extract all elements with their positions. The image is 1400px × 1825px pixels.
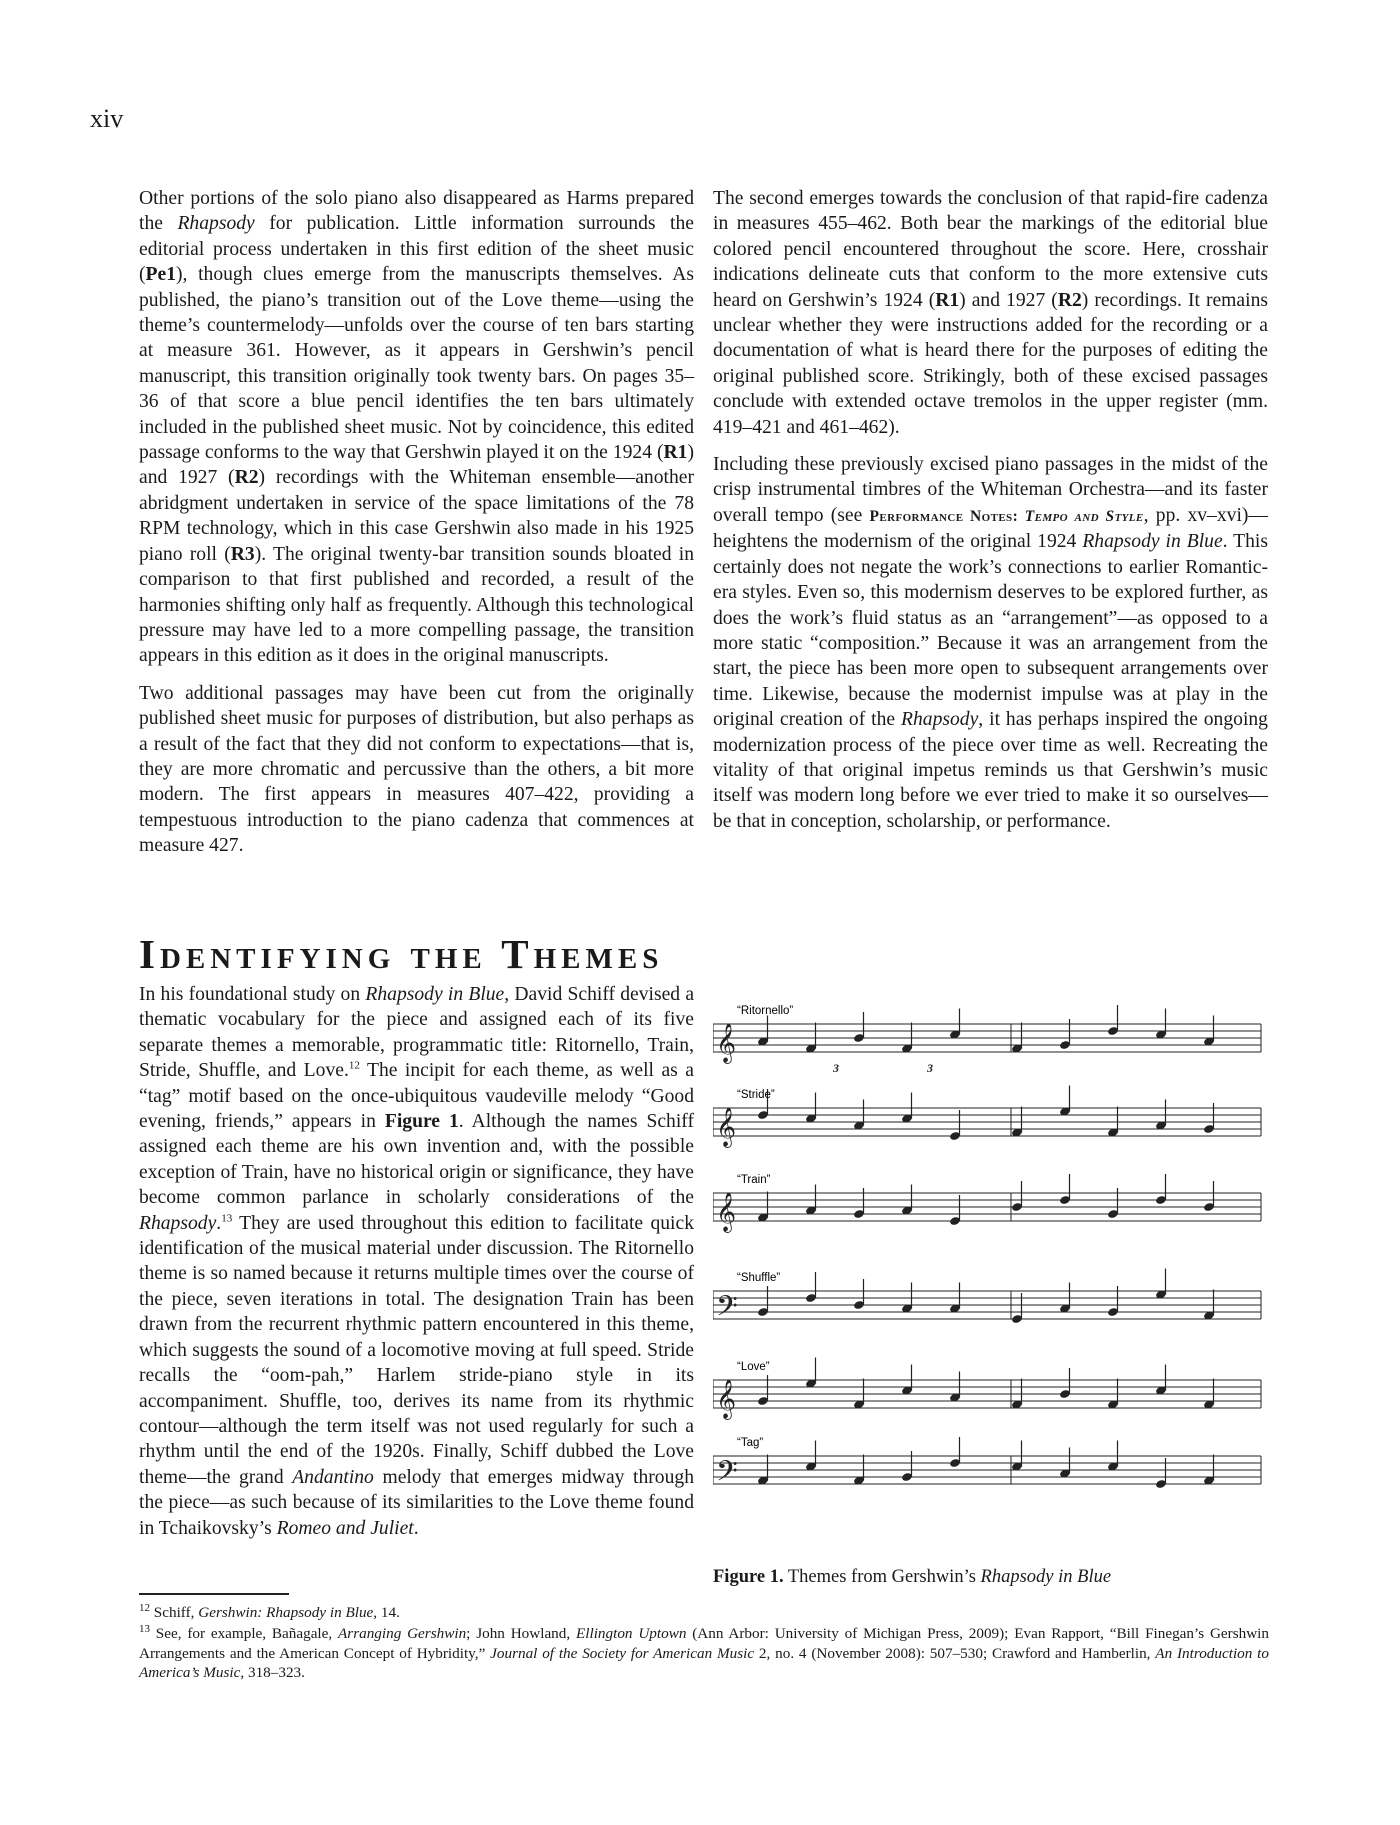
clef: 𝄢 bbox=[716, 1290, 738, 1330]
paragraph: Two additional passages may have been cut from the originally published sheet music for purposes of distribution, but also perhaps as a result of the fact that they did not conform to expectations—that is, they are more chromatic and percussive than the others, a bit more modern. The first appears in measures 407–422, providing a tempestuous introduction to the piano cadenza that commences at measure 427. bbox=[139, 682, 694, 857]
footnote: $^{13}$ See, for example, Bañagale, Arranging Gershwin; John Howland, Ellington Uptown (Ann Arbor: University of Michigan Press, 2009); Evan Rapport, “Bill Finegan’s Gershwin Arrangements and the American Concept of Hybridity,” Journal of the Society for American Music 2, no. 4 (November 2008): 507–530; Crawford and Hamberlin, An Introduction to America’s Music, 318–323. bbox=[139, 1622, 1269, 1681]
footnote: $^{12}$ Schiff, Gershwin: Rhapsody in Blue, 14. bbox=[139, 1601, 400, 1621]
staff bbox=[713, 1456, 1261, 1484]
clef: 𝄞 bbox=[716, 1192, 737, 1232]
clef: 𝄞 bbox=[716, 1023, 737, 1063]
section-body bbox=[139, 982, 694, 1553]
figure-caption: Figure 1. Themes from Gershwin’s Rhapsody in Blue bbox=[713, 1567, 1112, 1587]
theme-label: “Train” bbox=[737, 1174, 771, 1186]
paragraph: Other portions of the solo piano also disappeared as Harms prepared the Rhapsody for publication. Little information surrounds the editorial process undertaken in this first edition of the sheet music (Pe1), though clues emerge from the manuscripts themselves. As published, the piano’s transition out of the Love theme—using the theme’s countermelody—unfolds over the course of ten bars starting at measure 361. However, as it appears in Gershwin’s pencil manuscript, this transition originally took twenty bars. On pages 35–36 of that score a blue pencil identifies the ten bars ultimately included in the published sheet music. Not by coincidence, this edited passage conforms to the way that Gershwin played it on the 1924 (R1) and 1927 (R2) recordings with the Whiteman ensemble—another abridgment undertaken in service of the space limitations of the 78 RPM technology, which in this case Gershwin also made in his 1925 piano roll (R3). The original twenty-bar transition sounds bloated in comparison to that first published and recorded, a result of the harmonies shifting only half as frequently. Although this technological pressure may have led to a more compelling passage, the transition appears in this edition as it does in the original manuscripts. bbox=[139, 188, 695, 667]
theme-label: “Ritornello” bbox=[737, 1005, 794, 1017]
staff bbox=[713, 1108, 1261, 1136]
staff bbox=[713, 1193, 1261, 1221]
clef: 𝄞 bbox=[716, 1379, 737, 1419]
tuplet-number: 3 bbox=[927, 1061, 933, 1075]
theme-label: “Tag” bbox=[737, 1437, 764, 1449]
right-column bbox=[713, 186, 1268, 846]
paragraph: In his foundational study on Rhapsody in Blue, David Schiff devised a thematic vocabulary for the piece and assigned each of its five separate themes a memorable, programmatic title: Ritornello, Train, Stride, Shuffle, and Love.$^{12}$ The incipit for each theme, as well as a “tag” motif based on the once-ubiquitous vaudeville melody “Good evening, friends,” appears in Figure 1. Although the names Schiff assigned each theme are his own invention and, with the possible exception of Train, have no historical origin or significance, they have become common parlance in scholarly considerations of the Rhapsody.$^{13}$ They are used throughout this edition to facilitate quick identification of the musical material under discussion. The Ritornello theme is so named because it returns multiple times over the course of the piece, seven iterations in total. The designation Train has been drawn from the recurrent rhythmic pattern encountered in this theme, which suggests the sound of a locomotive moving at full speed. Stride recalls the “oom-pah,” Harlem stride-piano style in its accompaniment. Shuffle, too, derives its name from its rhythmic contour—although the term itself was not used regularly for such a rhythm until the end of the 1920s. Finally, Schiff dubbed the Love theme—the grand Andantino melody that emerges midway through the piece—as such because of its similarities to the Love theme found in Tchaikovsky’s Romeo and Juliet. bbox=[139, 984, 695, 1539]
paragraph: The second emerges towards the conclusion of that rapid-fire cadenza in measures 455–462. Both bear the markings of the editorial blue colored pencil encountered throughout the score. Here, crosshair indications delineate cuts that conform to the more extensive cuts heard on Gershwin’s 1924 (R1) and 1927 (R2) recordings. It remains unclear whether they were instructions added for the recording or a documentation of what is heard there for the purposes of editing the original published score. Strikingly, both of these excised passages conclude with extended octave tremolos in the upper register (mm. 419–421 and 461–462). bbox=[713, 188, 1268, 438]
clef: 𝄢 bbox=[716, 1455, 738, 1495]
clef: 𝄞 bbox=[716, 1107, 737, 1147]
left-column bbox=[139, 186, 694, 871]
staff bbox=[713, 1024, 1261, 1052]
theme-label: “Stride” bbox=[737, 1089, 775, 1101]
staff bbox=[713, 1380, 1261, 1408]
page-number: xiv bbox=[90, 104, 124, 133]
paragraph: Including these previously excised piano passages in the midst of the crisp instrumental timbres of the Whiteman Orchestra—and its faster overall tempo (see Performance Notes: Tempo and Style, pp. xv–xvi)—heightens the modernism of the original 1924 Rhapsody in Blue. This certainly does not negate the work’s connections to earlier Romantic-era styles. Even so, this modernism deserves to be explored further, as does the work’s fluid status as an “arrangement”—as opposed to a more static “composition.” Because it was an arrangement from the start, the piece has been more open to subsequent arrangements over time. Likewise, because the modernist impulse was at play in the original creation of the Rhapsody, it has perhaps inspired the ongoing modernization process of the piece over time as well. Recreating the vitality of that original impetus reminds us that Gershwin’s music itself was modern long before we ever tried to make it so ourselves—be that in conception, scholarship, or performance. bbox=[713, 454, 1269, 832]
tuplet-number: 3 bbox=[833, 1061, 839, 1075]
themes-figure bbox=[713, 988, 1273, 1528]
theme-label: “Love” bbox=[737, 1361, 770, 1373]
theme-label: “Shuffle” bbox=[737, 1272, 781, 1284]
footnote-rule bbox=[139, 1593, 289, 1595]
staff bbox=[713, 1291, 1261, 1319]
section-heading: Identifying the Themes bbox=[139, 931, 664, 977]
